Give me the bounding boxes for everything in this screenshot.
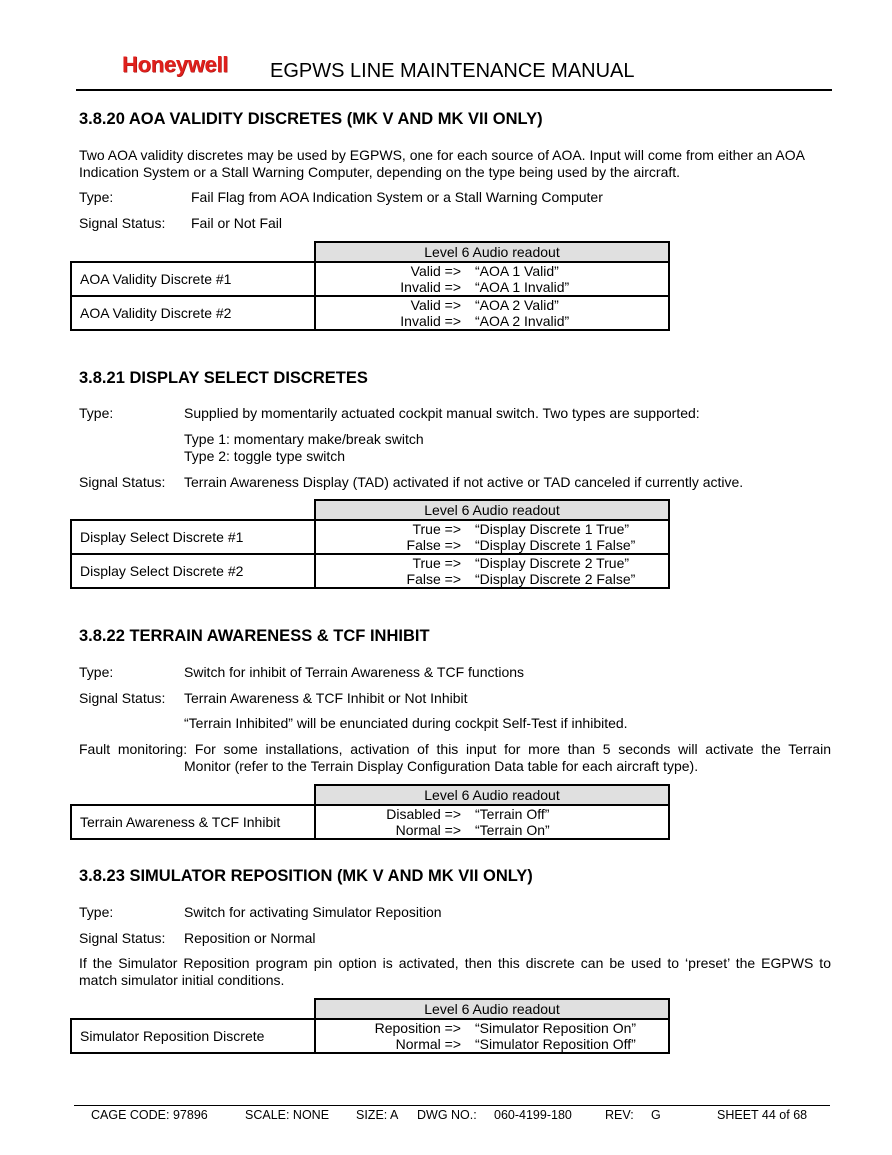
manual-title: EGPWS LINE MAINTENANCE MANUAL xyxy=(270,60,635,82)
signal-status-value: Terrain Awareness Display (TAD) activated if not active or TAD canceled if currently active. xyxy=(184,474,744,490)
readout-condition: Invalid => xyxy=(400,279,461,295)
readout-condition: Valid => xyxy=(410,297,461,313)
type-2-note: Type 2: toggle type switch xyxy=(184,448,346,464)
readout-audio: “Display Discrete 2 False” xyxy=(475,571,636,587)
readout-condition: Normal => xyxy=(395,822,461,838)
type-label: Type: xyxy=(79,405,114,421)
section-intro: Two AOA validity discretes may be used by EGPWS, one for each source of AOA. Input will come from either an AOA Indication System or a Stall Warning Computer, depending on the type being used by the aircraft. xyxy=(79,147,805,180)
type-value: Supplied by momentarily actuated cockpit manual switch. Two types are supported: xyxy=(184,405,700,421)
audio-readout-table xyxy=(70,241,670,331)
table-row xyxy=(71,262,669,296)
rev-value: G xyxy=(651,1108,661,1122)
audio-readout-table xyxy=(70,499,670,589)
table-header: Level 6 Audio readout xyxy=(315,999,669,1019)
readout-condition: False => xyxy=(406,571,461,587)
reposition-note: If the Simulator Reposition program pin option is activated, then this discrete can be used to ‘preset’ the EGPWS to match simulator initial conditions. xyxy=(79,955,831,988)
discrete-name: AOA Validity Discrete #1 xyxy=(71,262,315,296)
cage-code: CAGE CODE: 97896 xyxy=(91,1108,208,1122)
discrete-name: Display Select Discrete #2 xyxy=(71,554,315,588)
footer-divider xyxy=(74,1105,830,1106)
readout-condition: Disabled => xyxy=(386,806,461,822)
rev-label: REV: xyxy=(605,1108,634,1122)
dwg-no-value: 060-4199-180 xyxy=(494,1108,572,1122)
readout-condition: Normal => xyxy=(395,1036,461,1052)
readout-audio: “Simulator Reposition On” xyxy=(475,1020,637,1036)
type-value: Switch for activating Simulator Reposition xyxy=(184,904,442,920)
readout-audio: “Simulator Reposition Off” xyxy=(475,1036,636,1052)
readout-audio: “Display Discrete 1 False” xyxy=(475,537,636,553)
self-test-note: “Terrain Inhibited” will be enunciated during cockpit Self-Test if inhibited. xyxy=(184,715,628,731)
discrete-name: Simulator Reposition Discrete xyxy=(71,1019,315,1053)
readout-condition: True => xyxy=(412,555,461,571)
readout-audio: “Terrain Off” xyxy=(475,806,550,822)
readout-condition: Reposition => xyxy=(374,1020,461,1036)
signal-status-value: Terrain Awareness & TCF Inhibit or Not Inhibit xyxy=(184,690,468,706)
table-row xyxy=(71,805,669,839)
readout-audio: “AOA 1 Valid” xyxy=(475,263,559,279)
honeywell-logo: Honeywell xyxy=(122,52,229,77)
discrete-name: Terrain Awareness & TCF Inhibit xyxy=(71,805,315,839)
readout-audio: “Display Discrete 1 True” xyxy=(475,521,630,537)
readout-condition: Valid => xyxy=(410,263,461,279)
fault-monitoring-text-cont: Monitor (refer to the Terrain Display Configuration Data table for each aircraft type). xyxy=(184,758,699,774)
sheet-number: SHEET 44 of 68 xyxy=(717,1108,808,1122)
discrete-name: Display Select Discrete #1 xyxy=(71,520,315,554)
fault-monitoring-text: Fault monitoring: For some installations, activation of this input for more than 5 seconds will activate the Terrain xyxy=(79,741,831,757)
section-title-3-8-20: 3.8.20 AOA VALIDITY DISCRETES (MK V AND MK VII ONLY) xyxy=(79,110,543,128)
readout-condition: False => xyxy=(406,537,461,553)
signal-status-value: Fail or Not Fail xyxy=(191,215,283,231)
signal-status-label: Signal Status: xyxy=(79,474,166,490)
audio-readout-table xyxy=(70,784,670,840)
signal-status-value: Reposition or Normal xyxy=(184,930,316,946)
signal-status-label: Signal Status: xyxy=(79,930,166,946)
type-label: Type: xyxy=(79,664,114,680)
type-value: Switch for inhibit of Terrain Awareness & TCF functions xyxy=(184,664,525,680)
section-title-3-8-23: 3.8.23 SIMULATOR REPOSITION (MK V AND MK VII ONLY) xyxy=(79,867,533,885)
header-divider xyxy=(76,89,832,91)
table-row xyxy=(71,296,669,330)
table-header: Level 6 Audio readout xyxy=(315,785,669,805)
type-value: Fail Flag from AOA Indication System or a Stall Warning Computer xyxy=(191,189,603,205)
audio-readout-table xyxy=(70,998,670,1054)
type-1-note: Type 1: momentary make/break switch xyxy=(184,431,424,447)
discrete-name: AOA Validity Discrete #2 xyxy=(71,296,315,330)
table-header: Level 6 Audio readout xyxy=(315,242,669,262)
readout-audio: “AOA 2 Valid” xyxy=(475,297,559,313)
signal-status-label: Signal Status: xyxy=(79,215,166,231)
section-title-3-8-22: 3.8.22 TERRAIN AWARENESS & TCF INHIBIT xyxy=(79,627,430,645)
readout-audio: “Terrain On” xyxy=(475,822,550,838)
readout-condition: Invalid => xyxy=(400,313,461,329)
scale: SCALE: NONE xyxy=(245,1108,330,1122)
size: SIZE: A xyxy=(356,1108,399,1122)
signal-status-label: Signal Status: xyxy=(79,690,166,706)
dwg-no-label: DWG NO.: xyxy=(417,1108,477,1122)
table-row xyxy=(71,554,669,588)
type-label: Type: xyxy=(79,189,114,205)
table-row xyxy=(71,520,669,554)
section-title-3-8-21: 3.8.21 DISPLAY SELECT DISCRETES xyxy=(79,369,368,387)
readout-audio: “AOA 1 Invalid” xyxy=(475,279,570,295)
table-row xyxy=(71,1019,669,1053)
type-label: Type: xyxy=(79,904,114,920)
readout-audio: “AOA 2 Invalid” xyxy=(475,313,570,329)
readout-condition: True => xyxy=(412,521,461,537)
readout-audio: “Display Discrete 2 True” xyxy=(475,555,630,571)
table-header: Level 6 Audio readout xyxy=(315,500,669,520)
